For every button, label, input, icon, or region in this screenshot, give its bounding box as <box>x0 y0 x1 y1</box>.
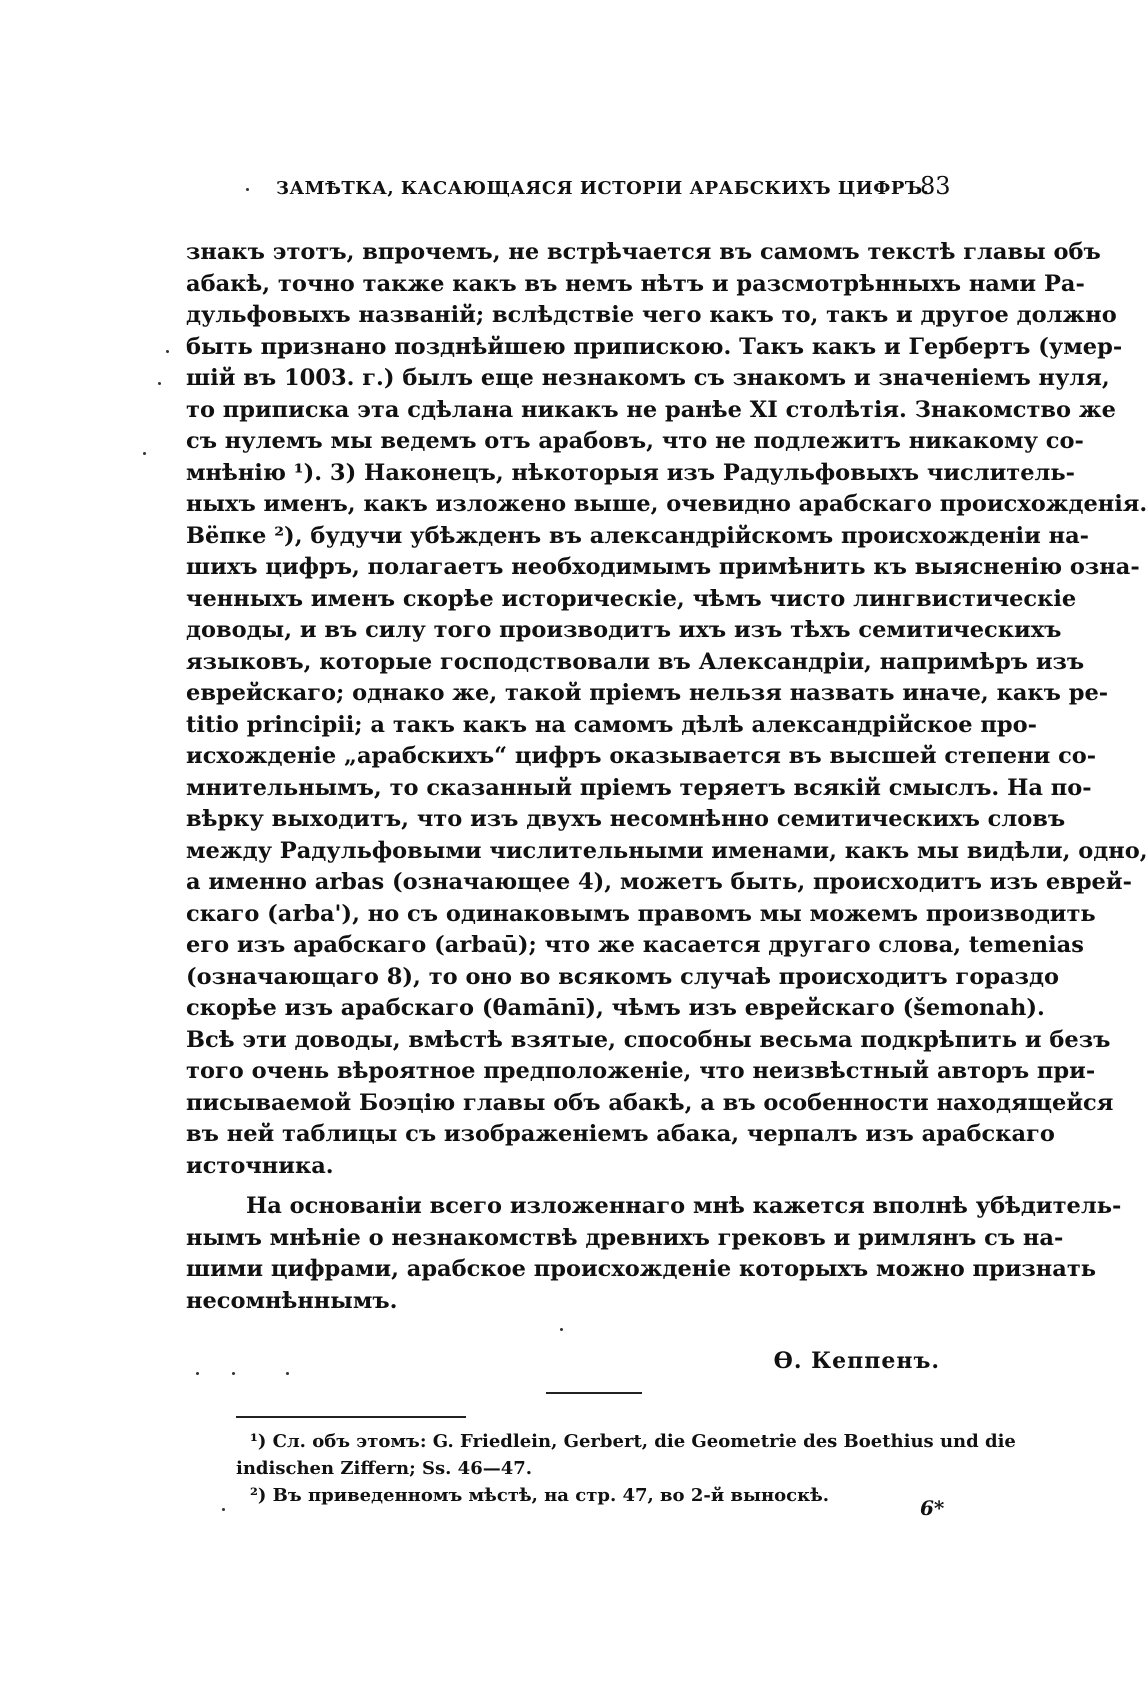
paragraph-2 <box>186 1191 1122 1317</box>
text-line: шими цифрами, арабское происхожденіе которыхъ можно признать <box>186 1256 1097 1282</box>
scan-speck <box>286 1372 289 1375</box>
scan-speck <box>143 452 146 455</box>
text-line: скорѣе изъ арабскаго (θamānī), чѣмъ изъ еврейскаго (šemonah). <box>186 995 1045 1021</box>
text-line: мнительнымъ, то сказанный пріемъ теряетъ всякій смыслъ. На по- <box>186 774 1092 801</box>
text-line: На основаніи всего изложеннаго мнѣ кажется вполнѣ убѣдитель- <box>246 1193 1122 1219</box>
text-line: источника. <box>186 1152 334 1179</box>
body-text <box>186 237 1148 1317</box>
text-line: быть признано позднѣйшею припискою. Такъ какъ и Гербертъ (умер- <box>186 333 1123 360</box>
text-line: доводы, и въ силу того производитъ ихъ изъ тѣхъ семитическихъ <box>186 617 1062 643</box>
text-line: ныхъ именъ, какъ изложено выше, очевидно арабскаго происхожденія. <box>186 491 1148 517</box>
paragraph-1 <box>186 237 1148 1182</box>
running-title: ЗАМѢТКА, КАСАЮЩАЯСЯ ИСТОРІИ АРАБСКИХЪ ЦИФРЪ. <box>276 178 930 199</box>
text-line: шихъ цифръ, полагаетъ необходимымъ примѣнить къ выясненію озна- <box>186 554 1140 580</box>
scan-speck <box>560 1328 563 1331</box>
text-line: абакѣ, точно также какъ въ немъ нѣтъ и разсмотрѣнныхъ нами Ра- <box>186 270 1085 297</box>
scan-speck <box>196 1372 199 1375</box>
scan-speck <box>246 188 249 191</box>
text-line: писываемой Боэцію главы объ абакѣ, а въ особенности находящейся <box>186 1089 1114 1116</box>
text-line: мнѣнію ¹). 3) Наконецъ, нѣкоторыя изъ Радульфовыхъ числитель- <box>186 459 1076 486</box>
scan-speck <box>166 350 169 353</box>
text-line: нымъ мнѣніе о незнакомствѣ древнихъ грековъ и римлянъ съ на- <box>186 1224 1064 1251</box>
text-line: ченныхъ именъ скорѣе историческіе, чѣмъ чисто лингвистическіе <box>186 585 1077 612</box>
text-line: скаго (arba'), но съ одинаковымъ правомъ мы можемъ производить <box>186 900 1096 927</box>
text-line: (означающаго 8), то оно во всякомъ случаѣ происходитъ гораздо <box>186 963 1059 990</box>
text-line: съ нулемъ мы ведемъ отъ арабовъ, что не подлежитъ никакому со- <box>186 428 1084 454</box>
footnote-1: ¹) Сл. объ этомъ: G. Friedlein, Gerbert, die Geometrie des Boethius und die <box>250 1431 1016 1452</box>
text-line: дульфовыхъ названій; вслѣдствіе чего какъ то, такъ и другое должно <box>186 302 1117 328</box>
text-line: Вёпке ²), будучи убѣжденъ въ александрійскомъ происхожденіи на- <box>186 522 1089 549</box>
scan-speck <box>232 1372 235 1375</box>
text-line: его изъ арабскаго (arbaū); что же касается другаго слова, temenias <box>186 932 1084 958</box>
text-line: исхожденіе „арабскихъ“ цифръ оказывается въ высшей степени со- <box>186 743 1097 769</box>
text-line: а именно arbas (означающее 4), можетъ быть, происходитъ изъ еврей- <box>186 869 1132 895</box>
text-line: того очень вѣроятное предположеніе, что неизвѣстный авторъ при- <box>186 1058 1096 1084</box>
text-line: языковъ, которые господствовали въ Александріи, напримѣръ изъ <box>186 648 1085 675</box>
page-number: 83 <box>920 172 951 200</box>
signature-mark: 6* <box>920 1496 945 1520</box>
text-line: то приписка эта сдѣлана никакъ не ранѣе XI столѣтія. Знакомство же <box>186 396 1116 423</box>
scan-speck <box>222 1508 225 1511</box>
scan-speck <box>158 382 161 385</box>
text-line: шій въ 1003. г.) былъ еще незнакомъ съ знакомъ и значеніемъ нуля, <box>186 365 1110 391</box>
footnote-rule <box>236 1416 466 1418</box>
closing-rule <box>546 1392 642 1394</box>
text-line: несомнѣннымъ. <box>186 1287 398 1314</box>
text-line: Всѣ эти доводы, вмѣстѣ взятые, способны весьма подкрѣпить и безъ <box>186 1026 1111 1053</box>
text-line: еврейскаго; однако же, такой пріемъ нельзя назвать иначе, какъ ре- <box>186 680 1109 706</box>
text-line: знакъ этотъ, впрочемъ, не встрѣчается въ самомъ текстѣ главы объ <box>186 239 1101 265</box>
text-line: въ ней таблицы съ изображеніемъ абака, черпалъ изъ арабскаго <box>186 1121 1055 1147</box>
text-line: между Радульфовыми числительными именами, какъ мы видѣли, одно, <box>186 837 1148 864</box>
footnote-1-continuation: indischen Ziffern; Ss. 46—47. <box>236 1458 533 1479</box>
text-line: вѣрку выходитъ, что изъ двухъ несомнѣнно семитическихъ словъ <box>186 806 1066 832</box>
author-signature: Ѳ. Кеппенъ. <box>773 1348 940 1374</box>
text-line: titio principii; а такъ какъ на самомъ дѣлѣ александрійское про- <box>186 711 1037 738</box>
footnotes <box>236 1428 1020 1509</box>
footnote-2: ²) Въ приведенномъ мѣстѣ, на стр. 47, во 2-й выноскѣ. <box>250 1485 830 1506</box>
